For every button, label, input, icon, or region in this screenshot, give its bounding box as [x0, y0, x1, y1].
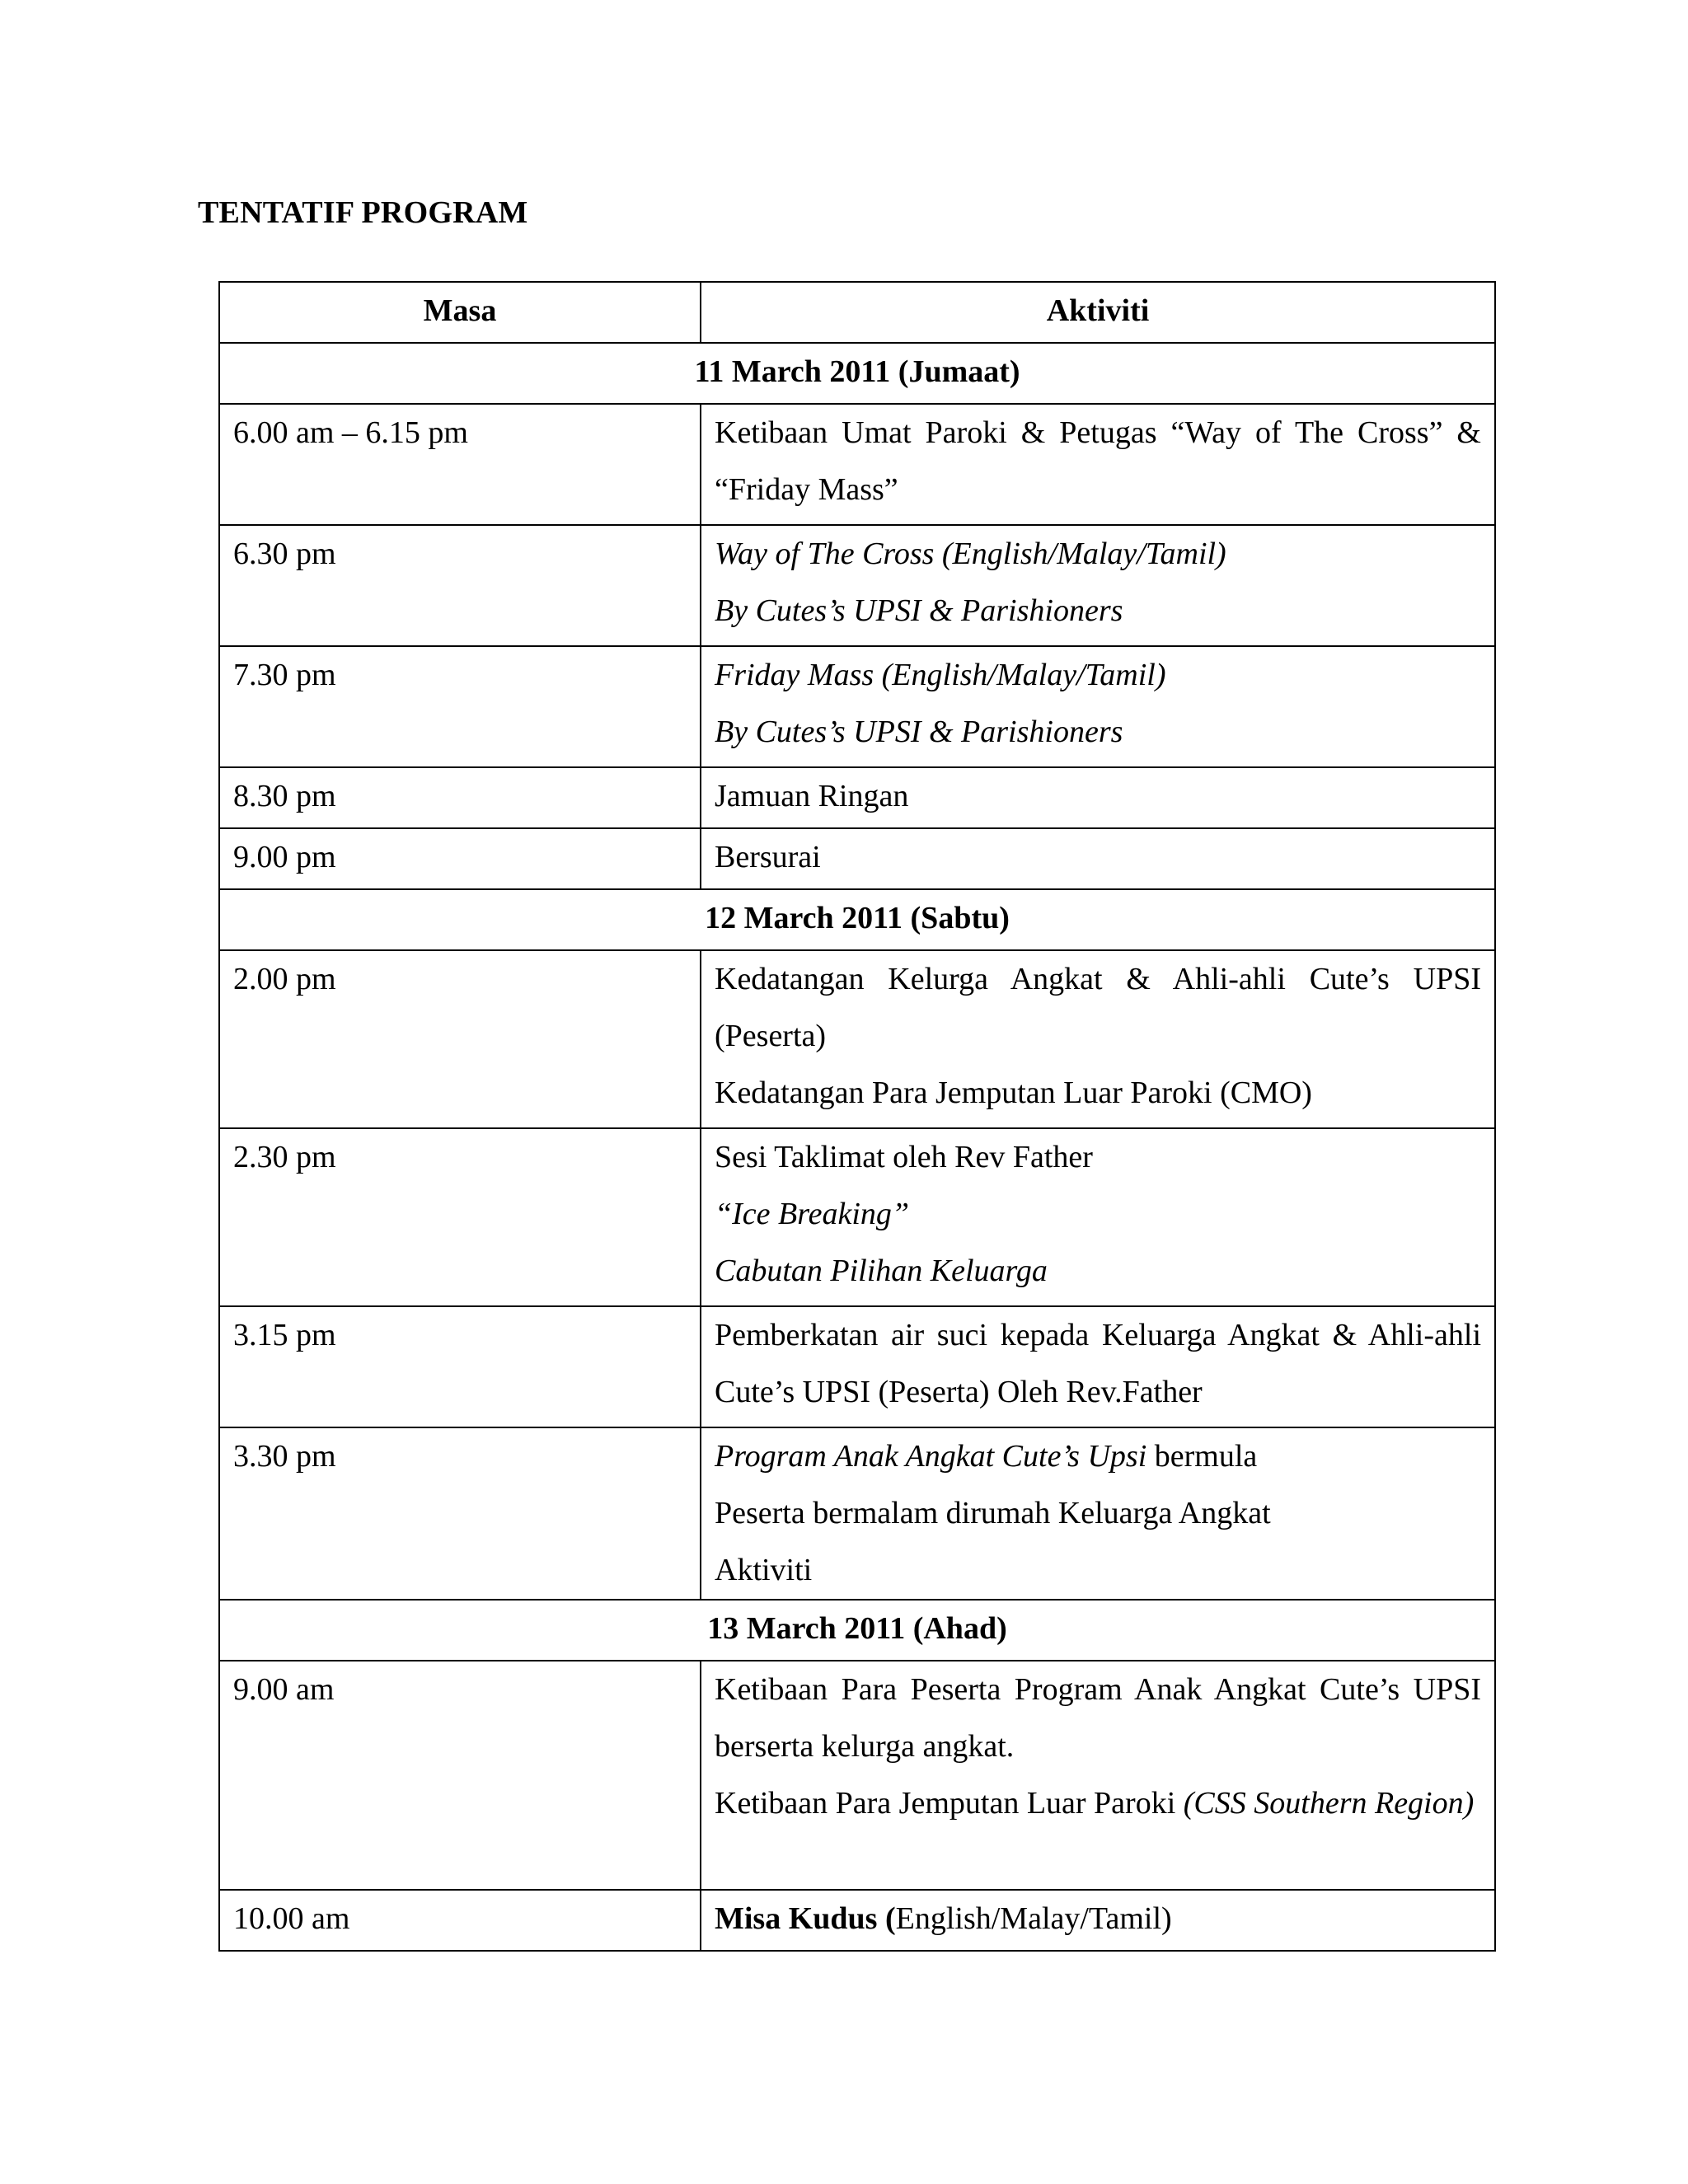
table-row [219, 1306, 1495, 1427]
header-aktiviti: Aktiviti [701, 282, 1495, 343]
activity-line-italic: (CSS Southern Region) [1183, 1786, 1475, 1821]
day-row [219, 343, 1495, 404]
activity-cell [701, 950, 1495, 1128]
activity-line: Aktiviti [715, 1553, 813, 1587]
table-row [219, 950, 1495, 1128]
activity-line-suffix: bermula [1154, 1439, 1258, 1474]
table-row [219, 1890, 1495, 1951]
activity-line: By Cutes’s UPSI & Parishioners [715, 593, 1123, 628]
table-header-row [219, 282, 1495, 343]
activity-cell: Bersurai [701, 828, 1495, 889]
time-cell: 2.00 pm [219, 950, 701, 1128]
header-masa: Masa [219, 282, 701, 343]
activity-line: Friday Mass (English/Malay/Tamil) [715, 658, 1166, 692]
activity-cell [701, 525, 1495, 646]
activity-line: “Ice Breaking” [715, 1197, 910, 1231]
table-row [219, 767, 1495, 828]
time-cell: 9.00 am [219, 1661, 701, 1890]
activity-line: Kedatangan Kelurga Angkat & Ahli-ahli Cute’s UPSI (Peserta) [715, 962, 1481, 1053]
table-row [219, 828, 1495, 889]
day-label: 13 March 2011 (Ahad) [219, 1600, 1495, 1661]
time-cell: 3.30 pm [219, 1427, 701, 1600]
activity-line-suffix: English/Malay/Tamil) [895, 1901, 1172, 1936]
time-cell: 9.00 pm [219, 828, 701, 889]
day-label: 11 March 2011 (Jumaat) [219, 343, 1495, 404]
table-row [219, 404, 1495, 525]
time-cell: 8.30 pm [219, 767, 701, 828]
table-row [219, 646, 1495, 767]
activity-line: Way of The Cross (English/Malay/Tamil) [715, 537, 1226, 571]
activity-line-prefix: Ketibaan Para Jemputan Luar Paroki [715, 1786, 1176, 1821]
time-cell: 10.00 am [219, 1890, 701, 1951]
activity-line [715, 1775, 1481, 1832]
activity-cell [701, 1427, 1495, 1600]
activity-cell [701, 1890, 1495, 1951]
activity-line: Cabutan Pilihan Keluarga [715, 1254, 1048, 1288]
day-label: 12 March 2011 (Sabtu) [219, 889, 1495, 950]
activity-line: Peserta bermalam dirumah Keluarga Angkat [715, 1496, 1271, 1530]
time-cell: 7.30 pm [219, 646, 701, 767]
day-row [219, 889, 1495, 950]
activity-cell: Ketibaan Umat Paroki & Petugas “Way of The Cross” & “Friday Mass” [701, 404, 1495, 525]
time-cell: 6.00 am – 6.15 pm [219, 404, 701, 525]
activity-line-bold: Misa Kudus ( [715, 1901, 896, 1936]
activity-line-italic: Program Anak Angkat Cute’s Upsi [715, 1439, 1147, 1474]
activity-line: Ketibaan Para Peserta Program Anak Angkat Cute’s UPSI berserta kelurga angkat. [715, 1672, 1481, 1764]
activity-cell: Jamuan Ringan [701, 767, 1495, 828]
activity-line [715, 1428, 1481, 1485]
activity-cell [701, 1128, 1495, 1306]
program-table [218, 281, 1496, 1952]
activity-line: Sesi Taklimat oleh Rev Father [715, 1140, 1093, 1174]
activity-cell [701, 1661, 1495, 1890]
table-row [219, 1661, 1495, 1890]
table-row [219, 525, 1495, 646]
table-row [219, 1427, 1495, 1600]
page-title: TENTATIF PROGRAM [198, 195, 528, 230]
activity-cell [701, 646, 1495, 767]
activity-line: Kedatangan Para Jemputan Luar Paroki (CMO) [715, 1076, 1312, 1110]
table-row [219, 1128, 1495, 1306]
activity-line: By Cutes’s UPSI & Parishioners [715, 715, 1123, 749]
day-row [219, 1600, 1495, 1661]
time-cell: 3.15 pm [219, 1306, 701, 1427]
activity-cell: Pemberkatan air suci kepada Keluarga Angkat & Ahli-ahli Cute’s UPSI (Peserta) Oleh Rev.Father [701, 1306, 1495, 1427]
time-cell: 6.30 pm [219, 525, 701, 646]
time-cell: 2.30 pm [219, 1128, 701, 1306]
